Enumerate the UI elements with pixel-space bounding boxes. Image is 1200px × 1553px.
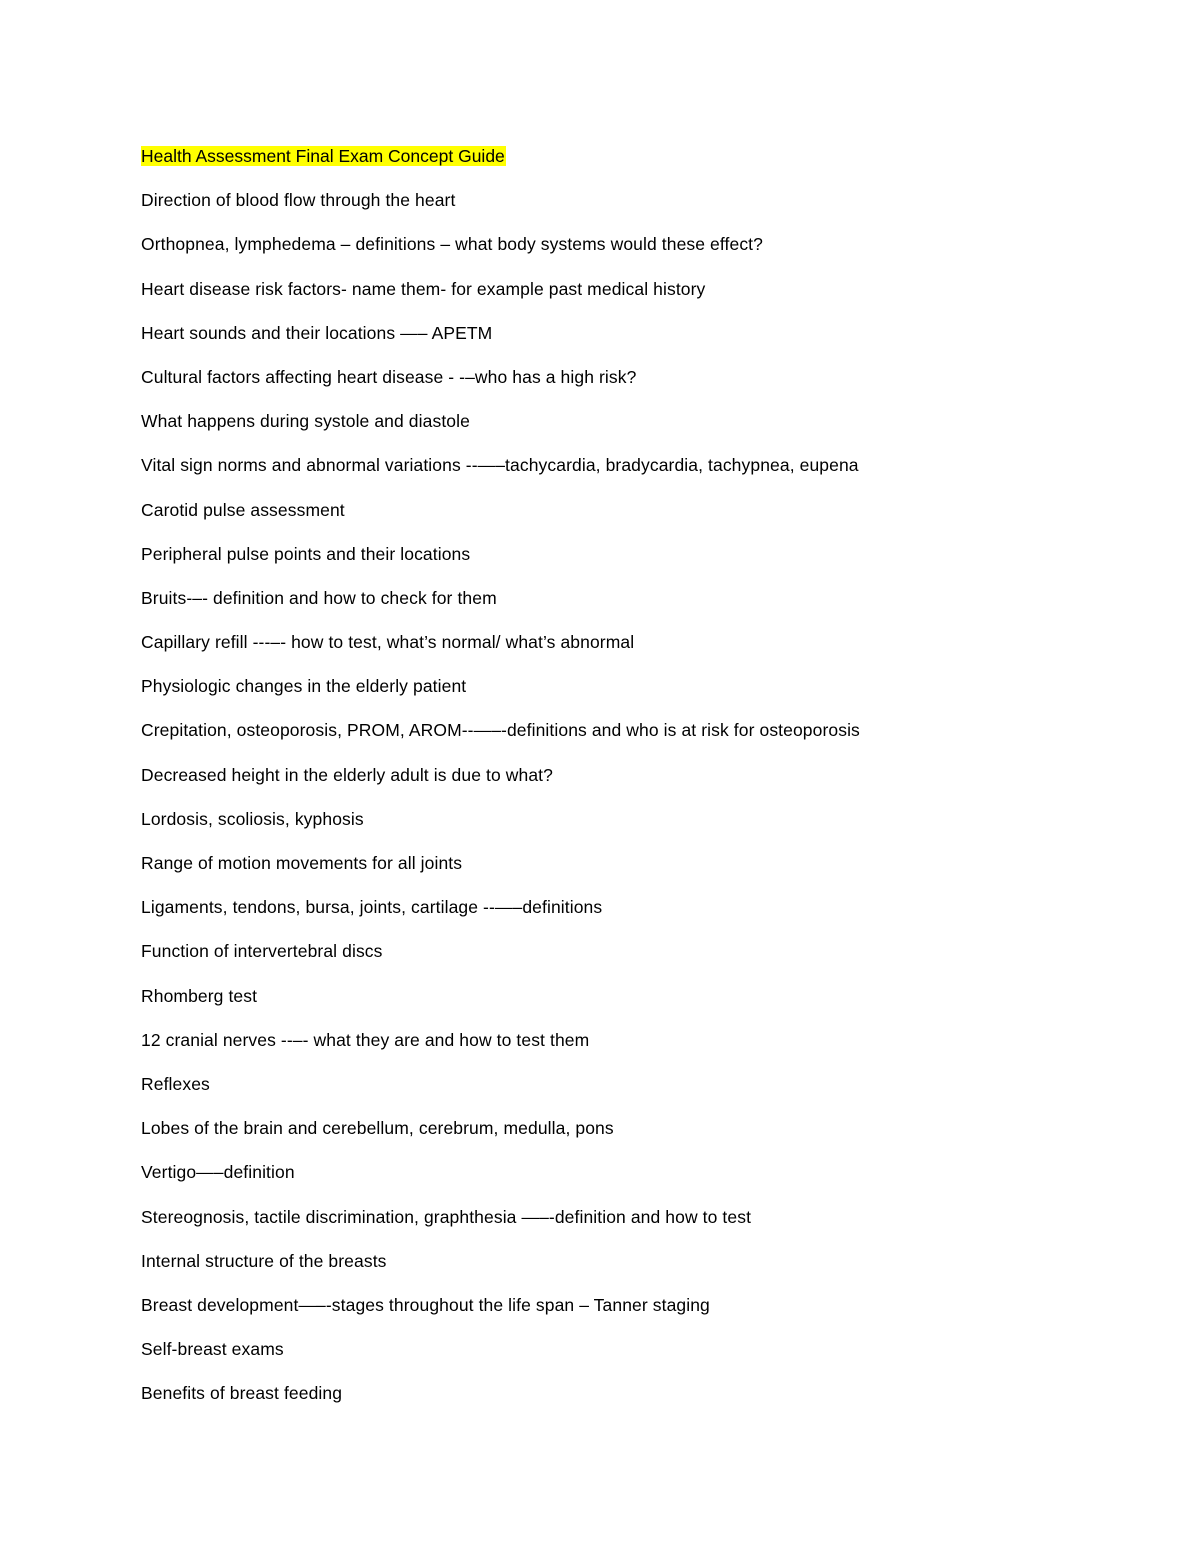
list-item: Ligaments, tendons, bursa, joints, cartilage --—–definitions: [141, 897, 603, 918]
list-item: Vital sign norms and abnormal variations --—–tachycardia, bradycardia, tachypnea, eupena: [141, 455, 859, 476]
list-item: Capillary refill ---–- how to test, what’s normal/ what’s abnormal: [141, 632, 635, 653]
list-item: Cultural factors affecting heart disease - -–who has a high risk?: [141, 366, 637, 387]
list-item: What happens during systole and diastole: [141, 411, 470, 432]
list-item: Internal structure of the breasts: [141, 1250, 387, 1271]
list-item: Range of motion movements for all joints: [141, 853, 463, 873]
list-item: Reflexes: [141, 1073, 210, 1094]
list-item: Lobes of the brain and cerebellum, cerebrum, medulla, pons: [141, 1118, 614, 1139]
list-item: Self-breast exams: [141, 1339, 284, 1360]
list-item: Crepitation, osteoporosis, PROM, AROM--—–-definitions and who is at risk for osteoporosis: [141, 720, 860, 741]
list-item: Vertigo—–definition: [141, 1162, 295, 1183]
list-item: Direction of blood flow through the heart: [141, 190, 456, 211]
list-item: Breast development—–-stages throughout the life span – Tanner staging: [141, 1294, 710, 1315]
list-item: Peripheral pulse points and their locations: [141, 543, 471, 564]
list-item: Lordosis, scoliosis, kyphosis: [141, 808, 364, 829]
list-item: Orthopnea, lymphedema – definitions – what body systems would these effect?: [141, 234, 763, 255]
list-item: Benefits of breast feeding: [141, 1383, 343, 1404]
list-item: Function of intervertebral discs: [141, 941, 383, 962]
list-item: Heart sounds and their locations —– APETM: [141, 322, 493, 343]
document-content: [141, 143, 1141, 1424]
list-item: 12 cranial nerves --–- what they are and how to test them: [141, 1029, 590, 1050]
document-title-line: [141, 143, 1141, 187]
list-item: Decreased height in the elderly adult is due to what?: [141, 764, 553, 785]
list-item: Heart disease risk factors- name them- for example past medical history: [141, 278, 706, 299]
list-item: Carotid pulse assessment: [141, 499, 345, 520]
list-item: Physiologic changes in the elderly patient: [141, 676, 467, 697]
document-title: Health Assessment Final Exam Concept Guide: [141, 146, 505, 166]
list-item: Rhomberg test: [141, 985, 258, 1006]
list-item: Bruits-–- definition and how to check for them: [141, 587, 497, 608]
list-item: Stereognosis, tactile discrimination, graphthesia —–-definition and how to test: [141, 1206, 752, 1227]
